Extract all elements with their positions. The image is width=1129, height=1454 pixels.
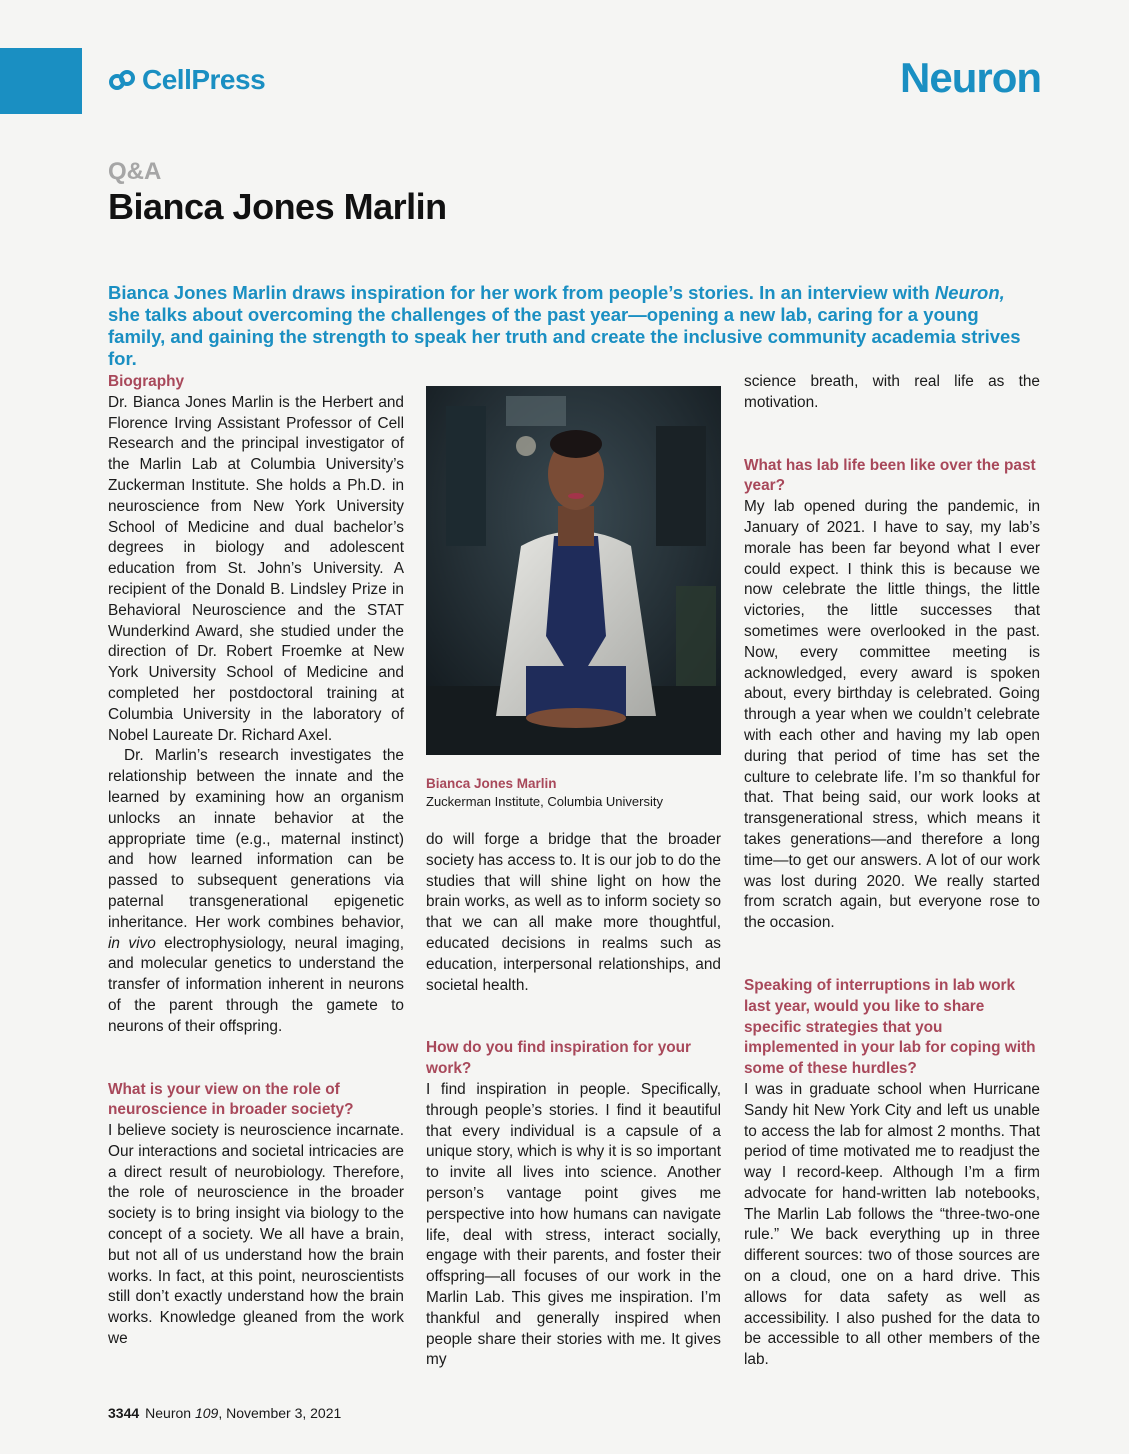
figure-caption-affiliation: Zuckerman Institute, Columbia University bbox=[426, 794, 663, 809]
abstract-text-end: she talks about overcoming the challenges of the past year—opening a new lab, caring for a young family, and gaining the strength to speak her truth and create the inclusive community academia strives for. bbox=[108, 304, 1021, 369]
question-4-answer: I was in graduate school when Hurricane Sandy hit New York City and left us unable to access the lab for almost 2 months. That period of time motivated me to readjust the way I record-keep. Although I’m a firm advocate for hand-written lab notebooks, The Marlin Lab follows the “three-two-one rule.” We back everything up in three different sources: two of those sources are on a cloud, one on a hard drive. This allows for data safety as well as accessibility. I also pushed for the data to be accessible to all other members of the lab. bbox=[744, 1080, 1040, 1369]
question-1-answer: I believe society is neuroscience incarnate. Our interactions and societal intricacies are a direct result of neurobiology. Therefore, the role of neuroscience in the broader society is to bring insight via biology to the concept of a society. We all have a brain, but not all of us understand how the brain works. In fact, at this point, neuroscientists still don’t exactly understand how the brain works. Knowledge gleaned from the work we bbox=[108, 1122, 404, 1348]
question-1-answer-continued: do will forge a bridge that the broader society has access to. It is our job to do the studies that will shine light on how the brain works, as well as to inform society so that we can all make more thoughtful, educated decisions in realms such as education, interpersonal relationships, and societal health. bbox=[426, 831, 721, 994]
accent-bar bbox=[0, 48, 82, 114]
publisher-name: CellPress bbox=[142, 64, 266, 95]
biography-heading: Biography bbox=[108, 373, 185, 390]
abstract-journal: Neuron, bbox=[934, 282, 1005, 303]
footer-volume: 109 bbox=[194, 1405, 219, 1421]
column-3 bbox=[744, 372, 1040, 1371]
column-1 bbox=[108, 372, 404, 1350]
footer-journal: Neuron bbox=[145, 1405, 192, 1421]
abstract-text-start: Bianca Jones Marlin draws inspiration for her work from people’s stories. In an interview with bbox=[108, 282, 935, 303]
figure-caption-name: Bianca Jones Marlin bbox=[426, 776, 557, 791]
question-2-heading: How do you find inspiration for your work? bbox=[426, 1039, 692, 1078]
page-number: 3344 bbox=[108, 1405, 140, 1421]
page-footer bbox=[108, 1405, 341, 1421]
cellpress-logo-icon bbox=[108, 68, 136, 92]
portrait-photo bbox=[426, 386, 721, 755]
page-title: Bianca Jones Marlin bbox=[108, 186, 447, 227]
question-3-heading: What has lab life been like over the past year? bbox=[744, 456, 1036, 495]
question-2-answer: I find inspiration in people. Specifically, through people’s stories. I find it beautiful that every individual is a capsule of a unique story, which is why it is so important to invite all lives into science. Another person’s vantage point gives me perspective into how humans can navigate life, deal with stress, interact socially, engage with their parents, and foster their offspring—all focuses of our work in the Marlin Lab. This gives me inspiration. I’m thankful and generally inspired when people share their stories with me. It gives my bbox=[426, 1080, 721, 1369]
abstract bbox=[108, 282, 1040, 370]
biography-paragraph-1: Dr. Bianca Jones Marlin is the Herbert and Florence Irving Assistant Professor of Cell Research and the principal investigator of the Marlin Lab at Columbia University’s Zuckerman Institute. She holds a Ph.D. in neuroscience from New York University School of Medicine and dual bachelor’s degrees in biology and adolescent education from St. John’s University. A recipient of the Donald B. Lindsley Prize in Behavioral Neuroscience and the STAT Wunderkind Award, she studied under the direction of Dr. Robert Froemke at New York University School of Medicine and completed her postdoctoral training at Columbia University in the laboratory of Nobel Laureate Dr. Richard Axel. bbox=[108, 393, 404, 744]
question-2-answer-continued: science breath, with real life as the motivation. bbox=[744, 373, 1040, 411]
footer-date: , November 3, 2021 bbox=[218, 1405, 342, 1421]
question-1-heading: What is your view on the role of neuroscience in broader society? bbox=[108, 1080, 354, 1119]
biography-paragraph-2: Dr. Marlin’s research investigates the relationship between the innate and the learned by examining how an organism unlocks an innate behavior at the appropriate time (e.g., maternal instinct) and how learned information can be passed to subsequent generations via paternal transgenerational epigenetic inheritance. Her work combines behavior, in vivo electrophysiology, neural imaging, and molecular genetics to understand the transfer of information inherent in neurons of the parent through the gamete to neurons of their offspring. bbox=[108, 747, 404, 1035]
column-2 bbox=[426, 830, 721, 1371]
section-label: Q&A bbox=[108, 158, 162, 185]
question-3-answer: My lab opened during the pandemic, in January of 2021. I have to say, my lab’s morale has been far beyond what I ever could expect. I think this is because we now celebrate the little things, the little victories, the little successes that sometimes were overlooked in the past. Now, every committee meeting is acknowledged, every award is spoken about, every birthday is celebrated. Going through a year when we couldn’t celebrate with each other and having my lab open during that period of time has set the culture to celebrate life. I’m so thankful for that. That being said, our work looks at transgenerational stress, which means it takes generations—and therefore a long time—to get our answers. A lot of our work was lost during 2020. We really started from scratch again, but everyone rose to the occasion. bbox=[744, 498, 1040, 932]
journal-name: Neuron bbox=[900, 54, 1041, 101]
publisher-logo bbox=[108, 64, 265, 96]
question-4-heading: Speaking of interruptions in lab work last year, would you like to share specific strategies that you implemented in your lab for coping with some of these hurdles? bbox=[744, 976, 1036, 1078]
